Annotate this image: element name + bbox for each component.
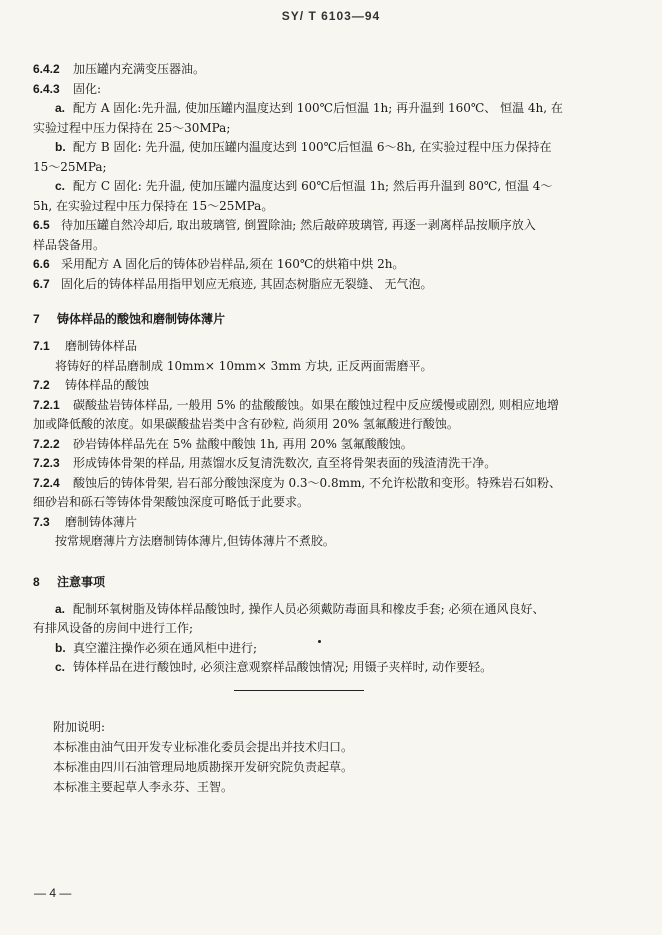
clause-7-1-body: 将铸好的样品磨制成 10mm× 10mm× 3mm 方块, 正反两面需磨平。 [55, 358, 433, 373]
section-title: 铸体样品的酸蚀和磨制铸体薄片 [57, 312, 226, 326]
item-label: b. [55, 640, 66, 655]
note-item-a-line1 [33, 600, 625, 620]
item-text: 配方 B 固化: 先升温, 使加压罐内温度达到 100℃后恒温 6～8h, 在实验过程中压力保持在 [73, 140, 552, 154]
item-label: c. [55, 179, 66, 193]
clause-6-6 [33, 255, 625, 275]
clause-number: 7.2.1 [33, 397, 60, 412]
clause-number: 7.2.3 [33, 456, 60, 470]
clause-text: 酸蚀后的铸体骨架, 岩石部分酸蚀深度为 0.3～0.8mm, 不允许松散和变形。特殊岩石如粉、 [73, 475, 562, 490]
section-divider [234, 690, 364, 691]
section-number: 7 [33, 312, 40, 326]
clause-7-2-4-line2: 细砂岩和砾石等铸体骨架酸蚀深度可略低于此要求。 [33, 495, 310, 509]
clause-number: 6.4.2 [33, 62, 60, 76]
item-text: 铸体样品在进行酸蚀时, 必须注意观察样品酸蚀情况; 用镊子夹样时, 动作要轻。 [73, 660, 493, 674]
note-item-c [33, 658, 625, 678]
item-c-line1 [33, 177, 625, 197]
clause-title: 铸体样品的酸蚀 [65, 378, 150, 392]
section-title: 注意事项 [57, 574, 106, 589]
stray-mark [318, 640, 321, 643]
section-number: 8 [33, 574, 40, 589]
clause-number: 7.2.4 [33, 475, 60, 490]
item-b-line2: 15～25MPa; [33, 159, 107, 174]
clause-text: 加压罐内充满变压器油。 [73, 62, 206, 76]
item-text: 真空灌注操作必须在通风柜中进行; [73, 640, 258, 655]
clause-number: 6.5 [33, 218, 50, 232]
clause-7-2-4-line1 [33, 474, 625, 494]
clause-6-5-line2: 样品袋备用。 [33, 237, 106, 252]
item-text: 配方 C 固化: 先升温, 使加压罐内温度达到 60℃后恒温 1h; 然后再升温到 80℃, 恒温 4～ [73, 179, 553, 193]
clause-title: 磨制铸体薄片 [65, 514, 138, 529]
clause-6-5-line1 [33, 216, 625, 236]
clause-7-2 [33, 376, 625, 396]
clause-text: 待加压罐自然冷却后, 取出玻璃管, 倒置除油; 然后敲碎玻璃管, 再逐一剥离样品按顺序放入 [61, 218, 536, 232]
item-a-line1 [33, 99, 625, 119]
clause-number: 6.4.3 [33, 81, 60, 96]
clause-7-2-2 [33, 435, 625, 455]
clause-6-4-3 [33, 80, 625, 100]
document-body [33, 60, 625, 797]
clause-text: 固化: [73, 81, 102, 96]
section-7-heading [33, 309, 625, 329]
page-number: — 4 — [34, 886, 72, 900]
clause-7-2-1-line1 [33, 396, 625, 416]
notes-title: 附加说明: [53, 719, 106, 734]
item-label: b. [55, 140, 66, 154]
item-c-line2: 5h, 在实验过程中压力保持在 15～25MPa。 [33, 198, 274, 213]
clause-text: 形成铸体骨架的样品, 用蒸馏水反复清洗数次, 直至将骨架表面的残渣清洗干净。 [73, 456, 497, 470]
clause-text: 砂岩铸体样品先在 5% 盐酸中酸蚀 1h, 再用 20% 氢氟酸酸蚀。 [73, 436, 413, 451]
clause-7-3-body: 按常规磨薄片方法磨制铸体薄片,但铸体薄片不煮胶。 [55, 534, 335, 548]
clause-7-1 [33, 337, 625, 357]
clause-text: 碳酸盐岩铸体样品, 一般用 5% 的盐酸酸蚀。如果在酸蚀过程中反应缓慢或剧烈, 则相应地增 [73, 397, 559, 412]
clause-number: 6.7 [33, 276, 50, 291]
clause-7-2-1-line2: 加或降低酸的浓度。如果碳酸盐岩类中含有砂粒, 尚须用 20% 氢氟酸进行酸蚀。 [33, 417, 459, 431]
section-8-heading [33, 572, 625, 592]
clause-text: 固化后的铸体样品用指甲划应无痕迹, 其固态树脂应无裂缝、 无气泡。 [61, 276, 433, 291]
item-label: a. [55, 101, 66, 115]
notes-line: 本标准主要起草人李永芬、王智。 [53, 779, 234, 794]
item-a-line2: 实验过程中压力保持在 25～30MPa; [33, 120, 231, 135]
clause-6-4-2 [33, 60, 625, 80]
clause-7-2-3 [33, 454, 625, 474]
clause-6-7 [33, 275, 625, 295]
page-header: SY/ T 6103—94 [281, 9, 381, 23]
clause-text: 采用配方 A 固化后的铸体砂岩样品,须在 160℃的烘箱中烘 2h。 [61, 257, 405, 271]
clause-number: 6.6 [33, 257, 50, 271]
item-text: 配方 A 固化:先升温, 使加压罐内温度达到 100℃后恒温 1h; 再升温到 160℃、 恒温 4h, 在 [73, 101, 563, 115]
item-label: c. [55, 660, 66, 674]
item-b-line1 [33, 138, 625, 158]
item-label: a. [55, 601, 66, 616]
clause-number: 7.3 [33, 514, 50, 529]
item-text: 配制环氧树脂及铸体样品酸蚀时, 操作人员必须戴防毒面具和橡皮手套; 必须在通风良好、 [73, 601, 545, 616]
note-item-b [33, 639, 625, 659]
clause-number: 7.2 [33, 378, 50, 392]
clause-title: 磨制铸体样品 [65, 339, 138, 353]
notes-line: 本标准由油气田开发专业标准化委员会提出并技术归口。 [53, 739, 354, 754]
clause-number: 7.2.2 [33, 436, 60, 451]
additional-notes [33, 717, 625, 797]
note-item-a-line2: 有排风设备的房间中进行工作; [33, 621, 194, 635]
notes-line: 本标准由四川石油管理局地质勘探开发研究院负责起草。 [53, 759, 354, 774]
clause-number: 7.1 [33, 339, 50, 353]
clause-7-3 [33, 513, 625, 533]
